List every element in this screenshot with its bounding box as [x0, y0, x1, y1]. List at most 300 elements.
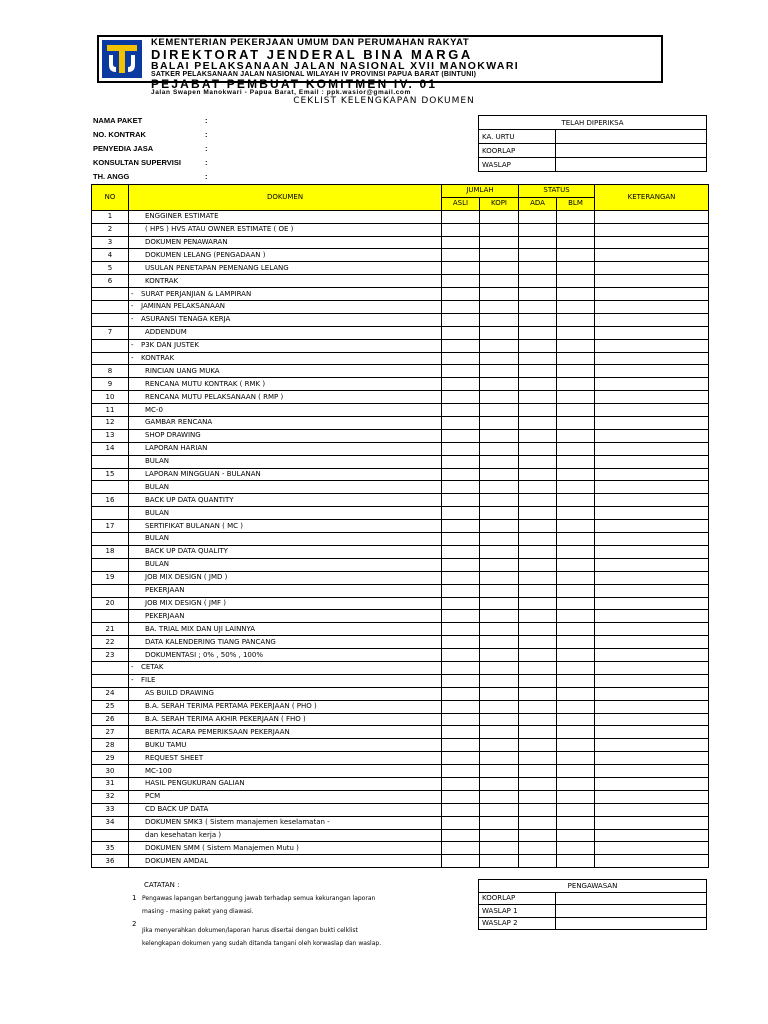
keterangan-cell[interactable]: [595, 301, 709, 314]
kopi-cell[interactable]: [480, 610, 519, 623]
kopi-cell[interactable]: [480, 391, 519, 404]
blm-cell[interactable]: [557, 661, 595, 674]
blm-cell[interactable]: [557, 855, 595, 868]
blm-cell[interactable]: [557, 726, 595, 739]
kopi-cell[interactable]: [480, 417, 519, 430]
asli-cell[interactable]: [442, 417, 480, 430]
blm-cell[interactable]: [557, 674, 595, 687]
signature-cell[interactable]: [556, 130, 707, 144]
kopi-cell[interactable]: [480, 468, 519, 481]
asli-cell[interactable]: [442, 481, 480, 494]
table-row: [92, 223, 709, 236]
ada-cell[interactable]: [519, 610, 557, 623]
kopi-cell[interactable]: [480, 558, 519, 571]
asli-cell[interactable]: [442, 829, 480, 842]
ada-cell[interactable]: [519, 558, 557, 571]
ada-cell[interactable]: [519, 494, 557, 507]
document-name: [129, 288, 442, 301]
blm-cell[interactable]: [557, 803, 595, 816]
keterangan-cell[interactable]: [595, 468, 709, 481]
asli-cell[interactable]: [442, 610, 480, 623]
ada-cell[interactable]: [519, 249, 557, 262]
kopi-cell[interactable]: [480, 790, 519, 803]
kopi-cell[interactable]: [480, 700, 519, 713]
blm-cell[interactable]: [557, 558, 595, 571]
blm-cell[interactable]: [557, 417, 595, 430]
row-number: [92, 558, 129, 571]
keterangan-cell[interactable]: [595, 481, 709, 494]
row-number: [92, 610, 129, 623]
kopi-cell[interactable]: [480, 636, 519, 649]
ada-cell[interactable]: [519, 455, 557, 468]
ada-cell[interactable]: [519, 700, 557, 713]
blm-cell[interactable]: [557, 790, 595, 803]
asli-cell[interactable]: [442, 326, 480, 339]
ada-cell[interactable]: [519, 301, 557, 314]
keterangan-cell[interactable]: [595, 649, 709, 662]
keterangan-cell[interactable]: [595, 533, 709, 546]
keterangan-cell[interactable]: [595, 507, 709, 520]
asli-cell[interactable]: [442, 275, 480, 288]
asli-cell[interactable]: [442, 855, 480, 868]
kopi-cell[interactable]: [480, 494, 519, 507]
asli-cell[interactable]: [442, 558, 480, 571]
kopi-cell[interactable]: [480, 545, 519, 558]
ada-cell[interactable]: [519, 236, 557, 249]
blm-cell[interactable]: [557, 752, 595, 765]
kopi-cell[interactable]: [480, 301, 519, 314]
asli-cell[interactable]: [442, 739, 480, 752]
table-row: [92, 494, 709, 507]
keterangan-cell[interactable]: [595, 313, 709, 326]
blm-cell[interactable]: [557, 236, 595, 249]
ada-cell[interactable]: [519, 842, 557, 855]
keterangan-cell[interactable]: [595, 661, 709, 674]
document-name: [129, 687, 442, 700]
row-number: 2: [92, 223, 129, 236]
asli-cell[interactable]: [442, 803, 480, 816]
keterangan-cell[interactable]: [595, 326, 709, 339]
blm-cell[interactable]: [557, 700, 595, 713]
kopi-cell[interactable]: [480, 275, 519, 288]
ada-cell[interactable]: [519, 262, 557, 275]
blm-cell[interactable]: [557, 765, 595, 778]
document-label: ADDENDUM: [145, 328, 187, 337]
document-name: [129, 313, 442, 326]
asli-cell[interactable]: [442, 777, 480, 790]
asli-cell[interactable]: [442, 494, 480, 507]
keterangan-cell[interactable]: [595, 777, 709, 790]
asli-cell[interactable]: [442, 623, 480, 636]
signature-cell[interactable]: [556, 892, 707, 905]
blm-cell[interactable]: [557, 429, 595, 442]
blm-cell[interactable]: [557, 829, 595, 842]
asli-cell[interactable]: [442, 236, 480, 249]
blm-cell[interactable]: [557, 275, 595, 288]
ada-cell[interactable]: [519, 623, 557, 636]
blm-cell[interactable]: [557, 378, 595, 391]
ada-cell[interactable]: [519, 365, 557, 378]
ada-cell[interactable]: [519, 765, 557, 778]
kopi-cell[interactable]: [480, 249, 519, 262]
ada-cell[interactable]: [519, 313, 557, 326]
asli-cell[interactable]: [442, 726, 480, 739]
document-name: [129, 442, 442, 455]
kopi-cell[interactable]: [480, 429, 519, 442]
ada-cell[interactable]: [519, 545, 557, 558]
info-colon: :: [205, 144, 208, 153]
keterangan-cell[interactable]: [595, 726, 709, 739]
ada-cell[interactable]: [519, 790, 557, 803]
kopi-cell[interactable]: [480, 674, 519, 687]
kopi-cell[interactable]: [480, 597, 519, 610]
blm-cell[interactable]: [557, 326, 595, 339]
document-name: [129, 520, 442, 533]
blm-cell[interactable]: [557, 507, 595, 520]
keterangan-cell[interactable]: [595, 752, 709, 765]
asli-cell[interactable]: [442, 790, 480, 803]
asli-cell[interactable]: [442, 262, 480, 275]
blm-cell[interactable]: [557, 301, 595, 314]
blm-cell[interactable]: [557, 713, 595, 726]
ada-cell[interactable]: [519, 352, 557, 365]
asli-cell[interactable]: [442, 700, 480, 713]
kopi-cell[interactable]: [480, 765, 519, 778]
signature-cell[interactable]: [556, 144, 707, 158]
keterangan-cell[interactable]: [595, 545, 709, 558]
asli-cell[interactable]: [442, 520, 480, 533]
document-label: DOKUMEN LELANG (PENGADAAN ): [145, 250, 266, 259]
ada-cell[interactable]: [519, 661, 557, 674]
keterangan-cell[interactable]: [595, 558, 709, 571]
keterangan-cell[interactable]: [595, 739, 709, 752]
checker-role: KA. URTU: [479, 130, 556, 144]
row-number: 9: [92, 378, 129, 391]
col-status-header: STATUS: [519, 185, 595, 198]
asli-cell[interactable]: [442, 584, 480, 597]
kopi-cell[interactable]: [480, 223, 519, 236]
kopi-cell[interactable]: [480, 404, 519, 417]
blm-cell[interactable]: [557, 210, 595, 223]
keterangan-cell[interactable]: [595, 352, 709, 365]
keterangan-cell[interactable]: [595, 829, 709, 842]
blm-cell[interactable]: [557, 262, 595, 275]
blm-cell[interactable]: [557, 249, 595, 262]
ada-cell[interactable]: [519, 210, 557, 223]
kopi-cell[interactable]: [480, 442, 519, 455]
blm-cell[interactable]: [557, 533, 595, 546]
row-number: 18: [92, 545, 129, 558]
document-name: [129, 739, 442, 752]
ada-cell[interactable]: [519, 713, 557, 726]
blm-cell[interactable]: [557, 597, 595, 610]
kopi-cell[interactable]: [480, 803, 519, 816]
blm-cell[interactable]: [557, 365, 595, 378]
table-row: [92, 752, 709, 765]
keterangan-cell[interactable]: [595, 236, 709, 249]
blm-cell[interactable]: [557, 404, 595, 417]
kopi-cell[interactable]: [480, 713, 519, 726]
keterangan-cell[interactable]: [595, 365, 709, 378]
keterangan-cell[interactable]: [595, 700, 709, 713]
keterangan-cell[interactable]: [595, 275, 709, 288]
kopi-cell[interactable]: [480, 752, 519, 765]
blm-cell[interactable]: [557, 352, 595, 365]
ada-cell[interactable]: [519, 275, 557, 288]
ada-cell[interactable]: [519, 442, 557, 455]
asli-cell[interactable]: [442, 713, 480, 726]
ada-cell[interactable]: [519, 816, 557, 829]
blm-cell[interactable]: [557, 610, 595, 623]
ada-cell[interactable]: [519, 752, 557, 765]
ada-cell[interactable]: [519, 404, 557, 417]
ada-cell[interactable]: [519, 829, 557, 842]
kopi-cell[interactable]: [480, 352, 519, 365]
blm-cell[interactable]: [557, 339, 595, 352]
blm-cell[interactable]: [557, 520, 595, 533]
keterangan-cell[interactable]: [595, 623, 709, 636]
ada-cell[interactable]: [519, 597, 557, 610]
asli-cell[interactable]: [442, 442, 480, 455]
kopi-cell[interactable]: [480, 210, 519, 223]
kopi-cell[interactable]: [480, 365, 519, 378]
document-checklist-table: [91, 184, 709, 868]
keterangan-cell[interactable]: [595, 442, 709, 455]
asli-cell[interactable]: [442, 765, 480, 778]
supervisor-role: WASLAP 1: [479, 905, 556, 918]
blm-cell[interactable]: [557, 494, 595, 507]
ada-cell[interactable]: [519, 636, 557, 649]
kopi-cell[interactable]: [480, 661, 519, 674]
asli-cell[interactable]: [442, 649, 480, 662]
keterangan-cell[interactable]: [595, 417, 709, 430]
ada-cell[interactable]: [519, 417, 557, 430]
keterangan-cell[interactable]: [595, 687, 709, 700]
keterangan-cell[interactable]: [595, 455, 709, 468]
kopi-cell[interactable]: [480, 726, 519, 739]
asli-cell[interactable]: [442, 842, 480, 855]
kopi-cell[interactable]: [480, 313, 519, 326]
document-name: [129, 584, 442, 597]
keterangan-cell[interactable]: [595, 520, 709, 533]
keterangan-cell[interactable]: [595, 288, 709, 301]
keterangan-cell[interactable]: [595, 262, 709, 275]
asli-cell[interactable]: [442, 674, 480, 687]
ada-cell[interactable]: [519, 777, 557, 790]
ada-cell[interactable]: [519, 223, 557, 236]
kopi-cell[interactable]: [480, 236, 519, 249]
asli-cell[interactable]: [442, 661, 480, 674]
row-number: 26: [92, 713, 129, 726]
asli-cell[interactable]: [442, 545, 480, 558]
ada-cell[interactable]: [519, 855, 557, 868]
asli-cell[interactable]: [442, 636, 480, 649]
ada-cell[interactable]: [519, 481, 557, 494]
keterangan-cell[interactable]: [595, 816, 709, 829]
keterangan-cell[interactable]: [595, 803, 709, 816]
kopi-cell[interactable]: [480, 533, 519, 546]
keterangan-cell[interactable]: [595, 597, 709, 610]
row-number: 27: [92, 726, 129, 739]
supervisor-role: KOORLAP: [479, 892, 556, 905]
document-label: LAPORAN HARIAN: [145, 444, 208, 453]
asli-cell[interactable]: [442, 455, 480, 468]
ada-cell[interactable]: [519, 391, 557, 404]
keterangan-cell[interactable]: [595, 713, 709, 726]
blm-cell[interactable]: [557, 481, 595, 494]
kopi-cell[interactable]: [480, 687, 519, 700]
blm-cell[interactable]: [557, 816, 595, 829]
keterangan-cell[interactable]: [595, 339, 709, 352]
kopi-cell[interactable]: [480, 507, 519, 520]
keterangan-cell[interactable]: [595, 494, 709, 507]
blm-cell[interactable]: [557, 687, 595, 700]
keterangan-cell[interactable]: [595, 223, 709, 236]
asli-cell[interactable]: [442, 249, 480, 262]
asli-cell[interactable]: [442, 288, 480, 301]
blm-cell[interactable]: [557, 313, 595, 326]
asli-cell[interactable]: [442, 429, 480, 442]
asli-cell[interactable]: [442, 378, 480, 391]
kopi-cell[interactable]: [480, 842, 519, 855]
asli-cell[interactable]: [442, 597, 480, 610]
ada-cell[interactable]: [519, 571, 557, 584]
blm-cell[interactable]: [557, 455, 595, 468]
blm-cell[interactable]: [557, 649, 595, 662]
asli-cell[interactable]: [442, 816, 480, 829]
kopi-cell[interactable]: [480, 649, 519, 662]
asli-cell[interactable]: [442, 210, 480, 223]
document-label: CETAK: [141, 663, 164, 672]
kopi-cell[interactable]: [480, 829, 519, 842]
keterangan-cell[interactable]: [595, 855, 709, 868]
ada-cell[interactable]: [519, 687, 557, 700]
kopi-cell[interactable]: [480, 623, 519, 636]
keterangan-cell[interactable]: [595, 249, 709, 262]
kopi-cell[interactable]: [480, 816, 519, 829]
kopi-cell[interactable]: [480, 855, 519, 868]
table-row: [92, 468, 709, 481]
ada-cell[interactable]: [519, 429, 557, 442]
document-name: [129, 803, 442, 816]
blm-cell[interactable]: [557, 739, 595, 752]
ada-cell[interactable]: [519, 726, 557, 739]
ada-cell[interactable]: [519, 378, 557, 391]
keterangan-cell[interactable]: [595, 571, 709, 584]
blm-cell[interactable]: [557, 468, 595, 481]
ada-cell[interactable]: [519, 739, 557, 752]
ada-cell[interactable]: [519, 326, 557, 339]
kopi-cell[interactable]: [480, 739, 519, 752]
blm-cell[interactable]: [557, 288, 595, 301]
kopi-cell[interactable]: [480, 777, 519, 790]
blm-cell[interactable]: [557, 223, 595, 236]
document-label: DOKUMEN AMDAL: [145, 856, 209, 865]
ada-cell[interactable]: [519, 674, 557, 687]
keterangan-cell[interactable]: [595, 378, 709, 391]
ada-cell[interactable]: [519, 649, 557, 662]
kopi-cell[interactable]: [480, 378, 519, 391]
keterangan-cell[interactable]: [595, 842, 709, 855]
ada-cell[interactable]: [519, 520, 557, 533]
ada-cell[interactable]: [519, 803, 557, 816]
keterangan-cell[interactable]: [595, 636, 709, 649]
kopi-cell[interactable]: [480, 339, 519, 352]
checklist-body: [92, 210, 709, 867]
document-label: PEKERJAAN: [145, 586, 185, 595]
asli-cell[interactable]: [442, 313, 480, 326]
asli-cell[interactable]: [442, 391, 480, 404]
keterangan-cell[interactable]: [595, 210, 709, 223]
table-row: [92, 339, 709, 352]
kopi-cell[interactable]: [480, 455, 519, 468]
col-dokumen-header: DOKUMEN: [129, 185, 442, 211]
ada-cell[interactable]: [519, 468, 557, 481]
kopi-cell[interactable]: [480, 520, 519, 533]
blm-cell[interactable]: [557, 442, 595, 455]
asli-cell[interactable]: [442, 571, 480, 584]
keterangan-cell[interactable]: [595, 674, 709, 687]
asli-cell[interactable]: [442, 223, 480, 236]
blm-cell[interactable]: [557, 623, 595, 636]
asli-cell[interactable]: [442, 533, 480, 546]
signature-cell[interactable]: [556, 917, 707, 930]
signature-cell[interactable]: [556, 905, 707, 918]
blm-cell[interactable]: [557, 842, 595, 855]
blm-cell[interactable]: [557, 584, 595, 597]
keterangan-cell[interactable]: [595, 584, 709, 597]
document-name: [129, 790, 442, 803]
asli-cell[interactable]: [442, 752, 480, 765]
ada-cell[interactable]: [519, 339, 557, 352]
table-row: [92, 623, 709, 636]
kopi-cell[interactable]: [480, 262, 519, 275]
keterangan-cell[interactable]: [595, 610, 709, 623]
blm-cell[interactable]: [557, 545, 595, 558]
document-name: [129, 649, 442, 662]
kopi-cell[interactable]: [480, 481, 519, 494]
blm-cell[interactable]: [557, 571, 595, 584]
asli-cell[interactable]: [442, 365, 480, 378]
asli-cell[interactable]: [442, 339, 480, 352]
keterangan-cell[interactable]: [595, 790, 709, 803]
row-number: 24: [92, 687, 129, 700]
asli-cell[interactable]: [442, 301, 480, 314]
blm-cell[interactable]: [557, 391, 595, 404]
ada-cell[interactable]: [519, 288, 557, 301]
keterangan-cell[interactable]: [595, 765, 709, 778]
signature-cell[interactable]: [556, 158, 707, 172]
blm-cell[interactable]: [557, 636, 595, 649]
document-name: [129, 507, 442, 520]
asli-cell[interactable]: [442, 468, 480, 481]
ada-cell[interactable]: [519, 507, 557, 520]
kopi-cell[interactable]: [480, 326, 519, 339]
kopi-cell[interactable]: [480, 571, 519, 584]
kopi-cell[interactable]: [480, 584, 519, 597]
kopi-cell[interactable]: [480, 288, 519, 301]
keterangan-cell[interactable]: [595, 391, 709, 404]
asli-cell[interactable]: [442, 507, 480, 520]
keterangan-cell[interactable]: [595, 429, 709, 442]
ada-cell[interactable]: [519, 533, 557, 546]
asli-cell[interactable]: [442, 687, 480, 700]
keterangan-cell[interactable]: [595, 404, 709, 417]
asli-cell[interactable]: [442, 352, 480, 365]
blm-cell[interactable]: [557, 777, 595, 790]
ada-cell[interactable]: [519, 584, 557, 597]
asli-cell[interactable]: [442, 404, 480, 417]
